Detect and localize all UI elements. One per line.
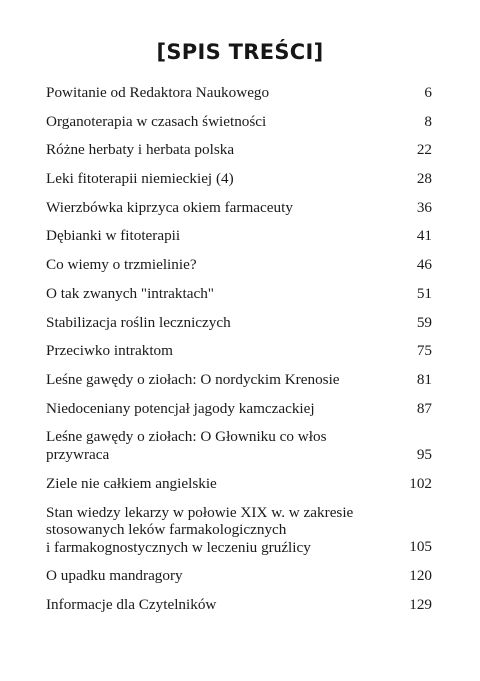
toc-entry-page: 95 [416, 446, 432, 464]
toc-entry-title: Informacje dla Czytelników [46, 595, 217, 613]
toc-entry [46, 342, 432, 360]
toc-entry-page: 87 [416, 399, 432, 417]
toc-entry [46, 285, 432, 303]
toc-entry-page: 102 [409, 474, 432, 492]
toc-entry-title [46, 504, 404, 557]
toc-entry-title: Niedoceniany potencjał jagody kamczackiej [46, 399, 315, 417]
toc-entry-title: Organoterapia w czasach świetności [46, 112, 267, 130]
toc-entry-title: Stabilizacja roślin leczniczych [46, 313, 231, 331]
toc-entry-title: Powitanie od Redaktora Naukowego [46, 84, 270, 101]
toc-entry-page: 120 [409, 566, 432, 584]
toc-entry-page: 51 [416, 284, 432, 302]
toc-entry-page: 41 [416, 227, 432, 245]
toc-entry-title: O upadku mandragory [46, 566, 183, 584]
toc-entry [46, 596, 432, 614]
toc-entry-page: 75 [416, 342, 432, 360]
toc-entry [46, 141, 432, 159]
toc-entry [46, 113, 432, 131]
toc-entry-title: Ziele nie całkiem angielskie [46, 474, 217, 492]
toc-entry-title-line: i farmakognostycznych w leczeniu gruźlicy [46, 538, 311, 556]
toc-entry [46, 400, 432, 418]
toc-entry [46, 475, 432, 493]
toc-list [46, 84, 432, 624]
toc-entry-page: 6 [424, 84, 432, 101]
toc-entry-title: O tak zwanych "intraktach" [46, 284, 215, 302]
toc-entry [46, 504, 432, 557]
toc-entry-title: Leśne gawędy o ziołach: O nordyckim Krenosie [46, 370, 340, 388]
toc-entry-title-line: stosowanych leków farmakologicznych [46, 521, 287, 539]
toc-entry-title: Różne herbaty i herbata polska [46, 141, 235, 159]
toc-entry [46, 199, 432, 217]
toc-entry-page: 46 [416, 256, 432, 274]
toc-entry [46, 170, 432, 188]
toc-entry-title: Co wiemy o trzmielinie? [46, 256, 197, 274]
toc-entry [46, 314, 432, 332]
toc-entry-page: 8 [424, 112, 432, 130]
toc-entry-page: 28 [416, 170, 432, 188]
page-title: [SPIS TREŚCI] [156, 40, 324, 64]
toc-entry [46, 227, 432, 245]
toc-entry-title: Wierzbówka kiprzyca okiem farmaceuty [46, 198, 293, 216]
toc-entry [46, 567, 432, 585]
toc-entry-page: 81 [416, 370, 432, 388]
toc-entry [46, 256, 432, 274]
toc-entry-page: 22 [416, 141, 432, 159]
toc-entry-page: 59 [416, 313, 432, 331]
toc-entry-page: 36 [416, 198, 432, 216]
toc-entry-page: 105 [409, 538, 432, 556]
toc-entry-title-line: Stan wiedzy lekarzy w połowie XIX w. w zakresie [46, 503, 354, 521]
toc-entry-title: Przeciwko intraktom [46, 342, 173, 360]
toc-entry-title: Leki fitoterapii niemieckiej (4) [46, 170, 234, 188]
toc-entry [46, 371, 432, 389]
toc-entry-page: 129 [409, 595, 432, 613]
toc-entry-title: Dębianki w fitoterapii [46, 227, 181, 245]
toc-entry-title: Leśne gawędy o ziołach: O Głowniku co włos przywraca [46, 428, 327, 464]
toc-entry [46, 84, 432, 102]
toc-entry [46, 428, 432, 464]
